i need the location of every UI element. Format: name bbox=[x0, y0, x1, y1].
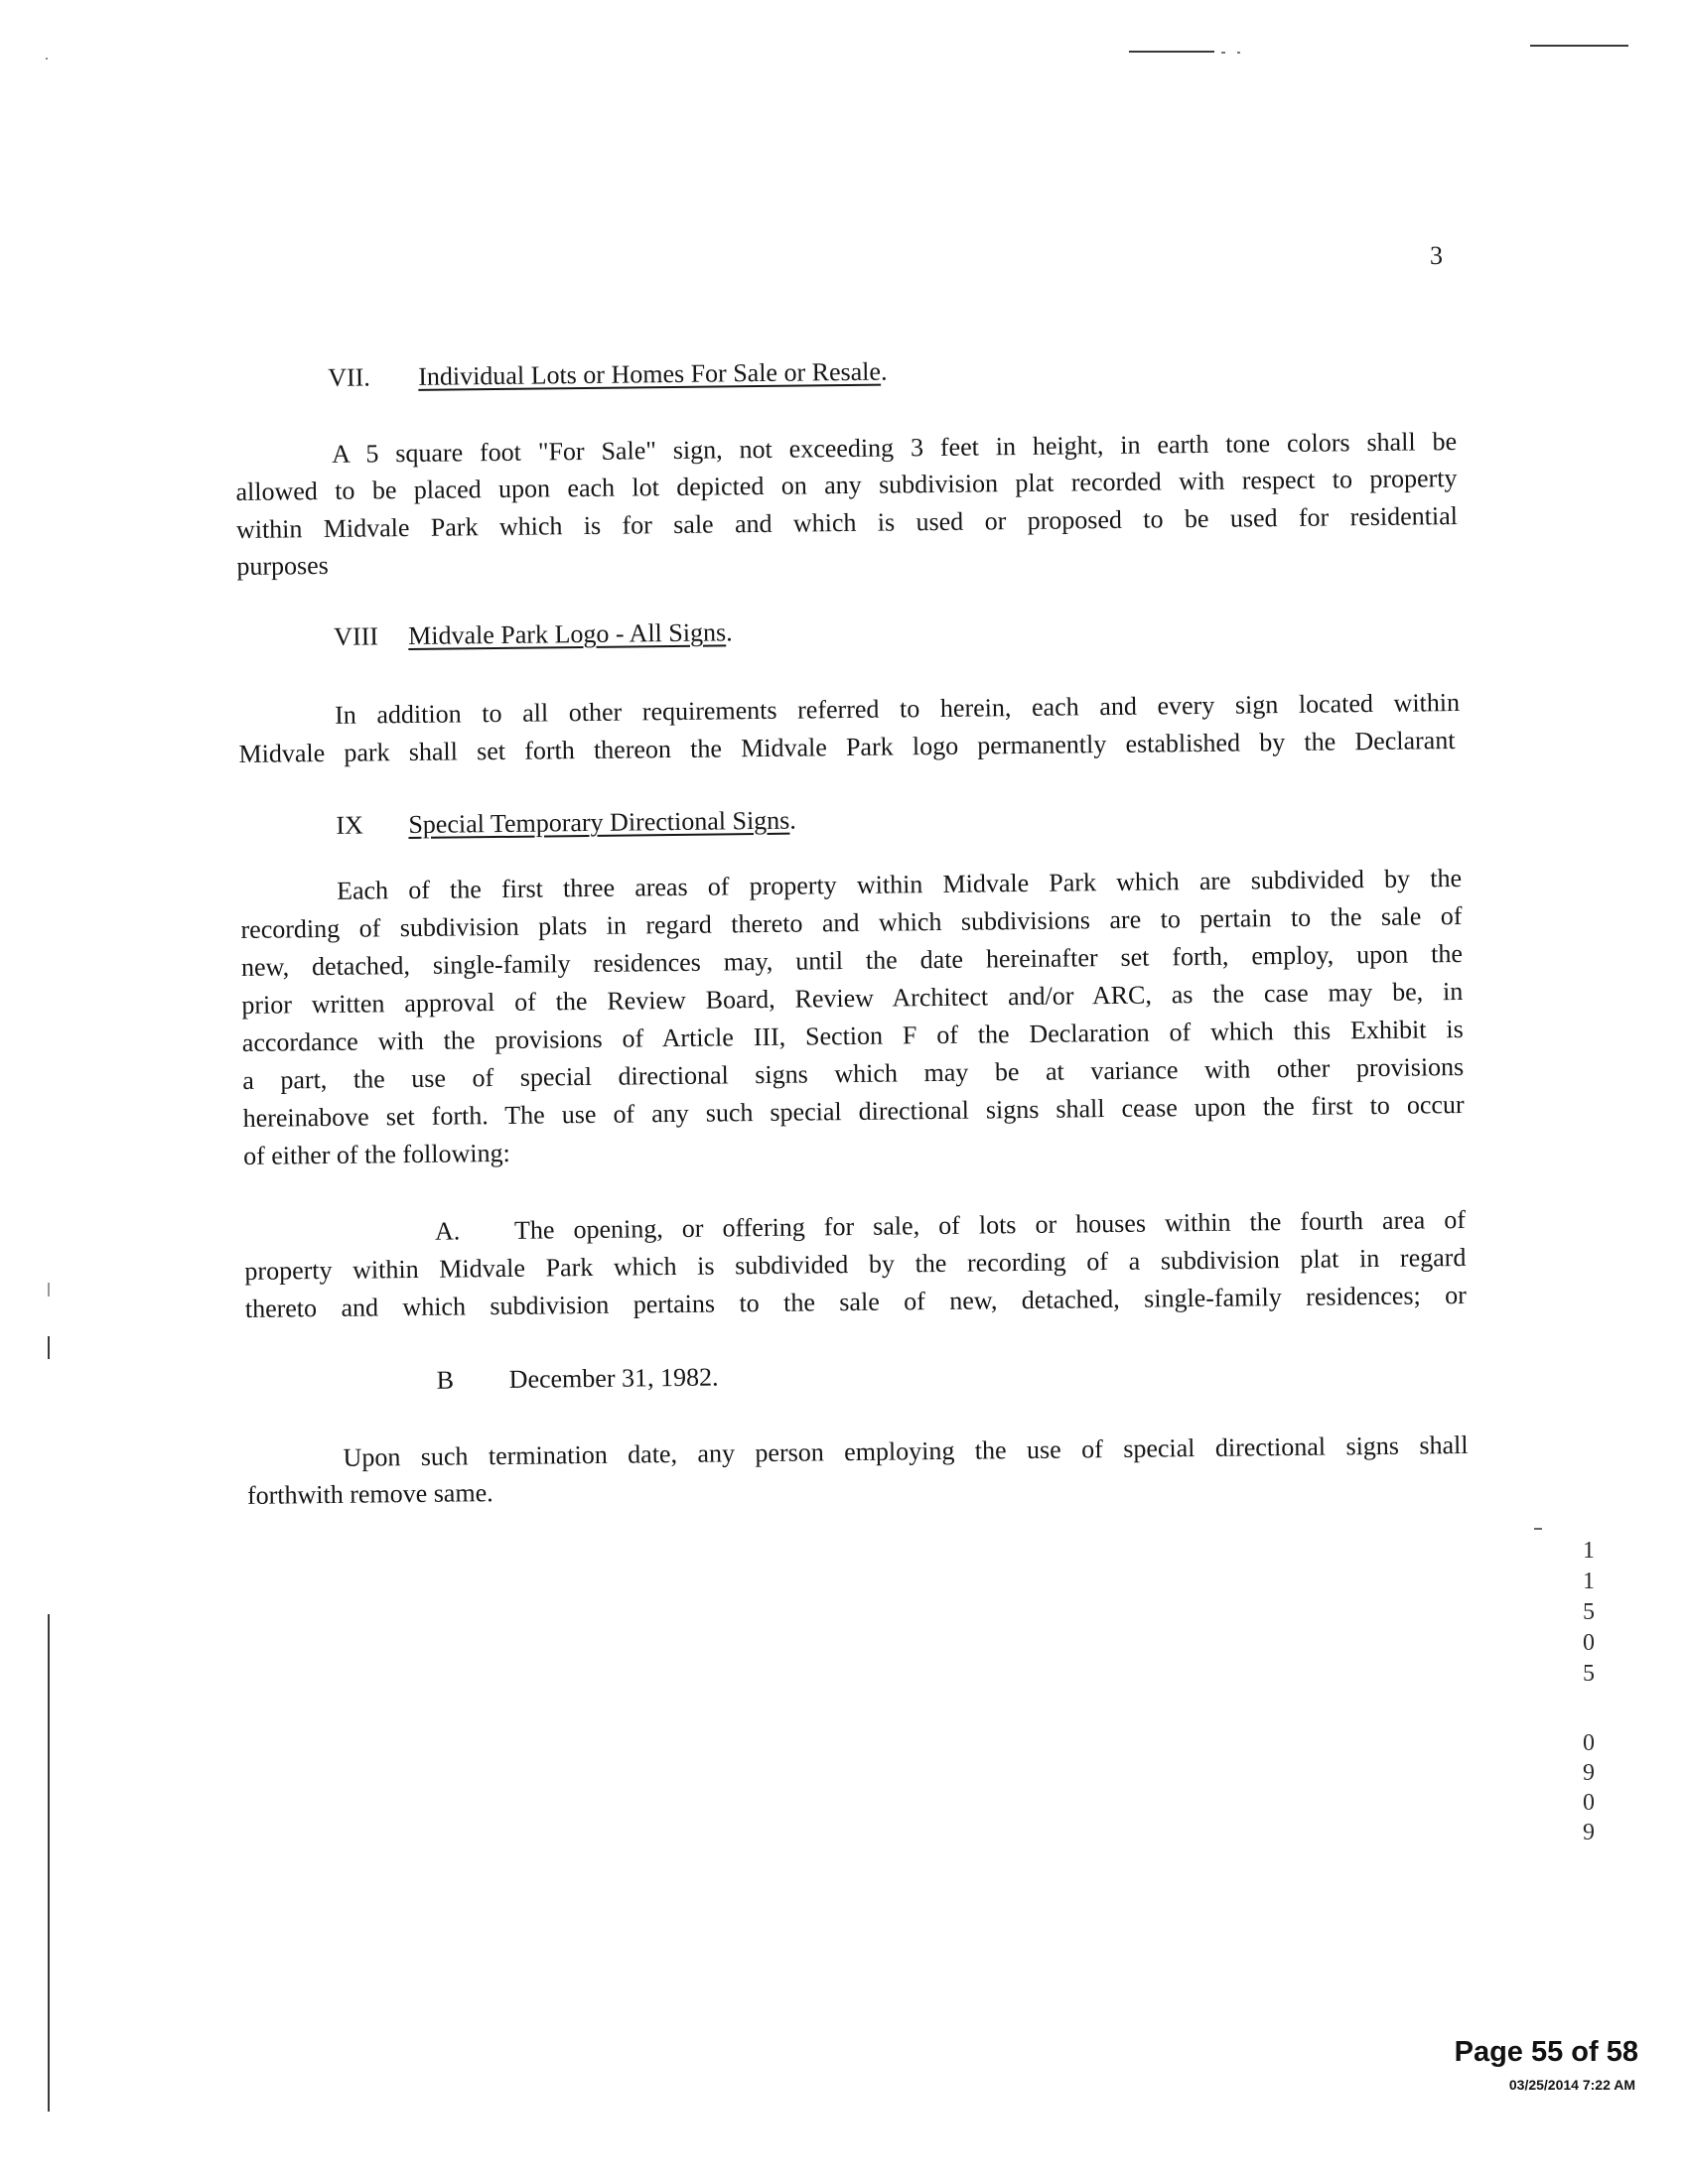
text-line: Upon such termination date, any person employing the use of special directional signs shall bbox=[343, 1430, 1469, 1472]
text-line: In addition to all other requirements referred to herein, each and every sign located within bbox=[334, 688, 1461, 730]
text-line: new, detached, single-family residences may, until the date hereinafter set forth, employ, upon the bbox=[240, 939, 1464, 982]
section-title: Midvale Park Logo - All Signs bbox=[408, 617, 727, 651]
text-line: hereinabove set forth. The use of any such special directional signs shall cease upon the first to occur bbox=[242, 1089, 1465, 1133]
section-title-punctuation: . bbox=[789, 805, 796, 835]
section-numeral: VIII bbox=[334, 621, 379, 651]
margin-line bbox=[48, 1336, 50, 1359]
margin-line bbox=[48, 1614, 50, 2112]
header-rule bbox=[1129, 51, 1214, 53]
section-title-punctuation: . bbox=[880, 356, 888, 386]
header-rule-dots bbox=[1237, 52, 1240, 54]
section-numeral: VII. bbox=[328, 362, 370, 392]
section-heading bbox=[418, 353, 888, 396]
scan-dash bbox=[1534, 1528, 1542, 1530]
text-line: within Midvale Park which is for sale and which is used or proposed to be used for residential bbox=[235, 501, 1459, 544]
subitem-label: A. bbox=[434, 1216, 461, 1246]
header-rule bbox=[1530, 45, 1628, 47]
text-line: property within Midvale Park which is subdivided by the recording of a subdivision plat in regard bbox=[244, 1242, 1467, 1286]
section-title-punctuation: . bbox=[725, 617, 733, 647]
text-line: December 31, 1982. bbox=[508, 1362, 719, 1394]
text-line: purposes bbox=[236, 550, 329, 581]
text-line: allowed to be placed upon each lot depicted on any subdivision plat recorded with respect to property bbox=[235, 464, 1458, 506]
document-body bbox=[234, 343, 1469, 1529]
section-numeral: IX bbox=[336, 810, 363, 840]
section-heading bbox=[408, 802, 796, 844]
text-line: a part, the use of special directional signs which may be at variance with other provisions bbox=[242, 1052, 1465, 1095]
section-heading bbox=[408, 614, 733, 655]
section-title: Individual Lots or Homes For Sale or Resale bbox=[418, 356, 882, 391]
text-line: forthwith remove same. bbox=[246, 1478, 493, 1510]
text-line: recording of subdivision plats in regard thereto and which subdivisions are to pertain to the sale of bbox=[240, 901, 1463, 944]
text-line: thereto and which subdivision pertains to the sale of new, detached, single-family residences; or bbox=[244, 1280, 1467, 1323]
subitem-label: B bbox=[436, 1365, 455, 1395]
margin-line bbox=[48, 1283, 50, 1297]
recording-page-stamp: 0909 bbox=[1583, 1730, 1595, 1845]
header-rule-dots bbox=[1221, 52, 1225, 54]
text-line: Each of the first three areas of property within Midvale Park which are subdivided by the bbox=[336, 864, 1463, 905]
text-line: The opening, or offering for sale, of lots or houses within the fourth area of bbox=[513, 1204, 1467, 1245]
print-timestamp: 03/25/2014 7:22 AM bbox=[1508, 2077, 1635, 2093]
text-line: A 5 square foot "For Sale" sign, not exceeding 3 feet in height, in earth tone colors shall be bbox=[331, 427, 1458, 469]
text-line: Midvale park shall set forth thereon the Midvale Park logo permanently established by the Declarant bbox=[238, 726, 1456, 768]
text-line: of either of the following: bbox=[242, 1138, 510, 1170]
text-line: prior written approval of the Review Board, Review Architect and/or ARC, as the case may be, in bbox=[241, 977, 1464, 1020]
scan-dot bbox=[46, 58, 48, 60]
page-count: Page 55 of 58 bbox=[1454, 2036, 1638, 2068]
text-line: accordance with the provisions of Article III, Section F of the Declaration of which this Exhibit is bbox=[241, 1015, 1464, 1057]
section-title: Special Temporary Directional Signs bbox=[408, 805, 790, 840]
recording-number-stamp: 11505 bbox=[1583, 1538, 1595, 1687]
page-number: 3 bbox=[1430, 241, 1443, 270]
